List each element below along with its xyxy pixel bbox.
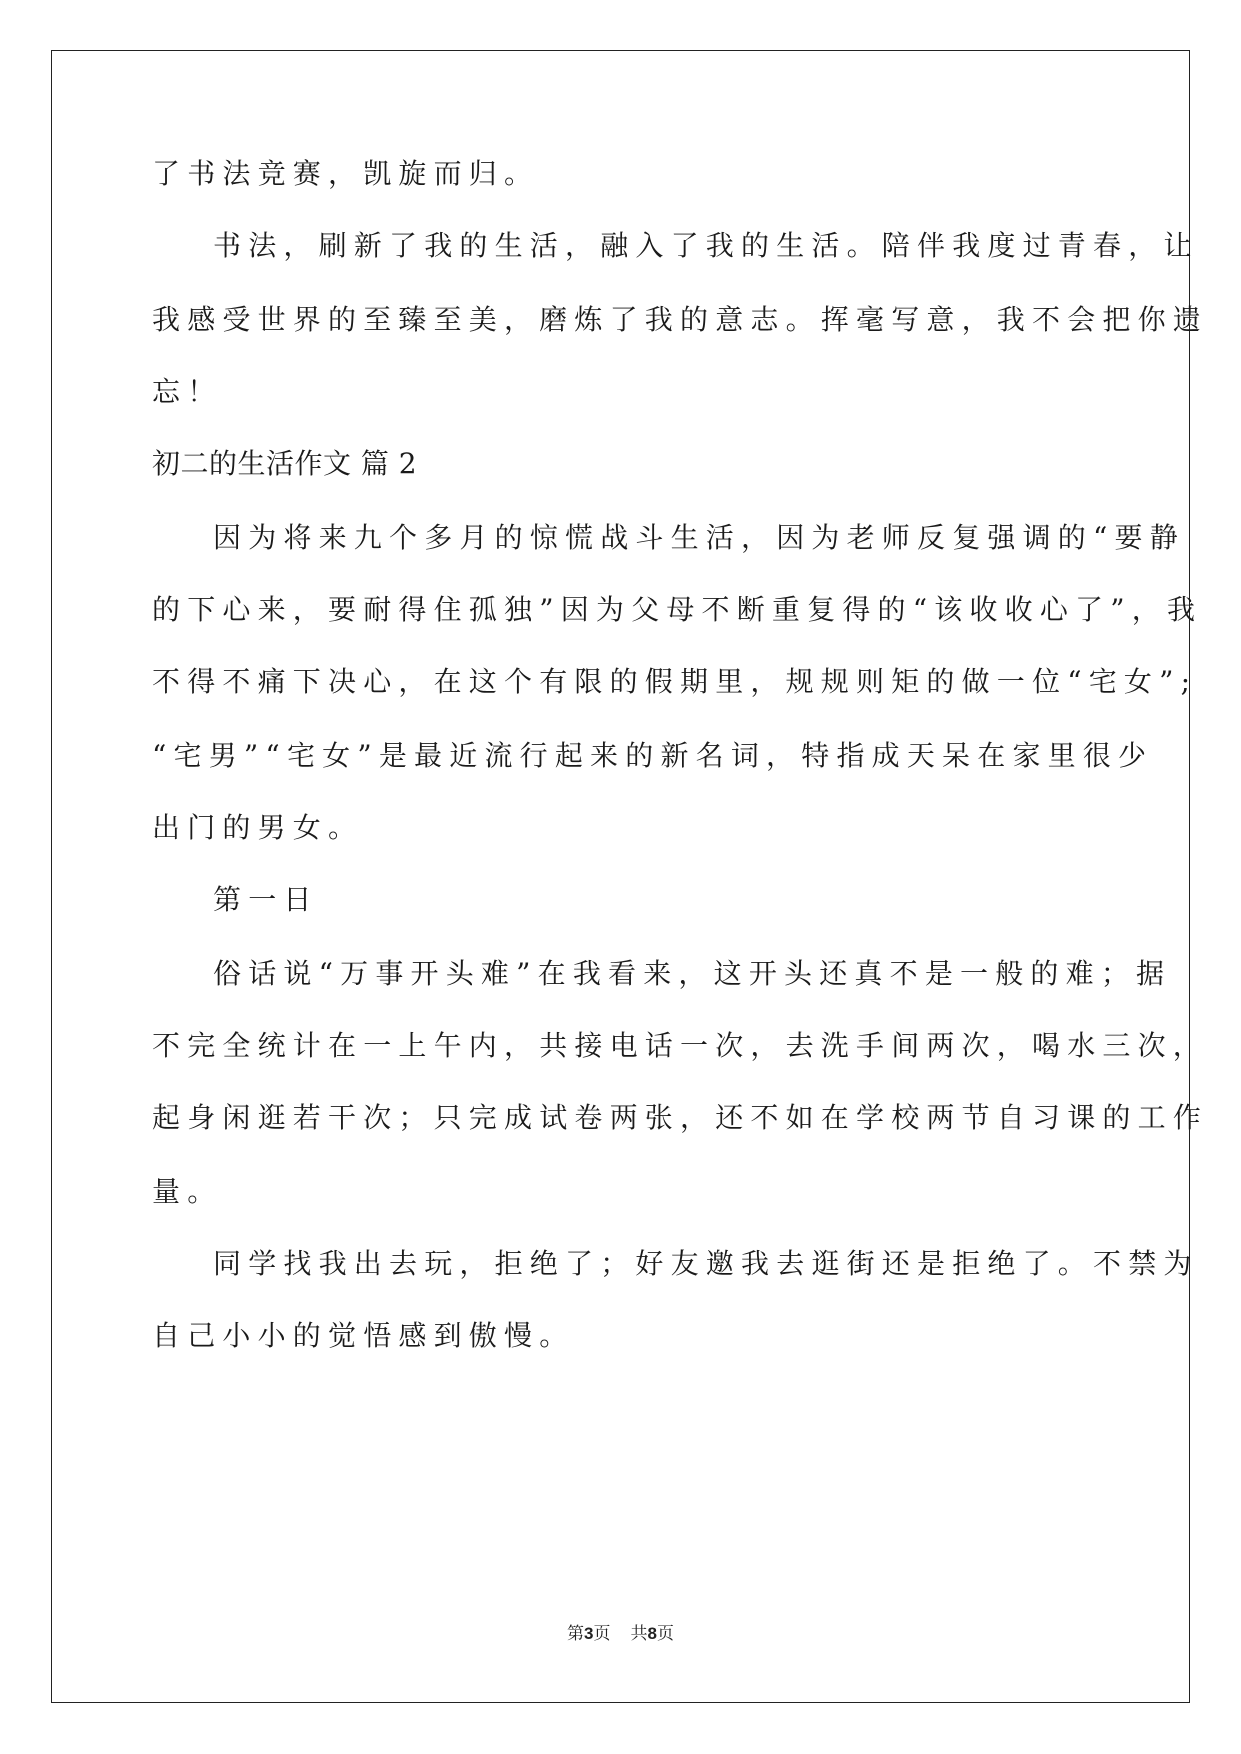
text-line: 忘！	[152, 375, 223, 408]
text-line: “宅男”“宅女”是最近流行起来的新名词，特指成天呆在家里很少	[152, 739, 1154, 772]
text-line: 我感受世界的至臻至美，磨炼了我的意志。挥毫写意，我不会把你遗	[152, 303, 1209, 336]
page-prefix: 第	[567, 1624, 585, 1644]
text-line: 的下心来，要耐得住孤独”因为父母不断重复得的“该收收心了”，我	[152, 593, 1203, 626]
subheading-line: 第一日	[213, 883, 319, 916]
page-current: 3	[584, 1624, 594, 1643]
page-total: 8	[647, 1624, 657, 1643]
total-prefix: 共	[630, 1624, 648, 1644]
text-line: 量。	[152, 1175, 223, 1208]
total-suffix: 页	[656, 1624, 674, 1644]
paragraph-line: 因为将来九个多月的惊慌战斗生活，因为老师反复强调的“要静	[213, 521, 1185, 554]
text-line: 起身闲逛若干次；只完成试卷两张，还不如在学校两节自习课的工作	[152, 1101, 1209, 1134]
paragraph-line: 俗话说“万事开头难”在我看来，这开头还真不是一般的难；据	[213, 957, 1172, 990]
page-footer	[0, 1624, 1241, 1644]
paragraph-line: 同学找我出去玩，拒绝了；好友邀我去逛街还是拒绝了。不禁为	[213, 1247, 1199, 1280]
text-line: 了书法竞赛，凯旋而归。	[152, 157, 540, 190]
section-heading: 初二的生活作文 篇 2	[152, 447, 418, 480]
text-line: 不得不痛下决心，在这个有限的假期里，规规则矩的做一位“宅女”;	[152, 665, 1198, 698]
paragraph-line: 书法，刷新了我的生活，融入了我的生活。陪伴我度过青春，让	[213, 229, 1199, 262]
page-border	[51, 50, 1190, 1703]
page-suffix: 页	[593, 1624, 611, 1644]
text-line: 自己小小的觉悟感到傲慢。	[152, 1319, 575, 1352]
text-line: 不完全统计在一上午内，共接电话一次，去洗手间两次，喝水三次，	[152, 1029, 1209, 1062]
text-line: 出门的男女。	[152, 811, 364, 844]
